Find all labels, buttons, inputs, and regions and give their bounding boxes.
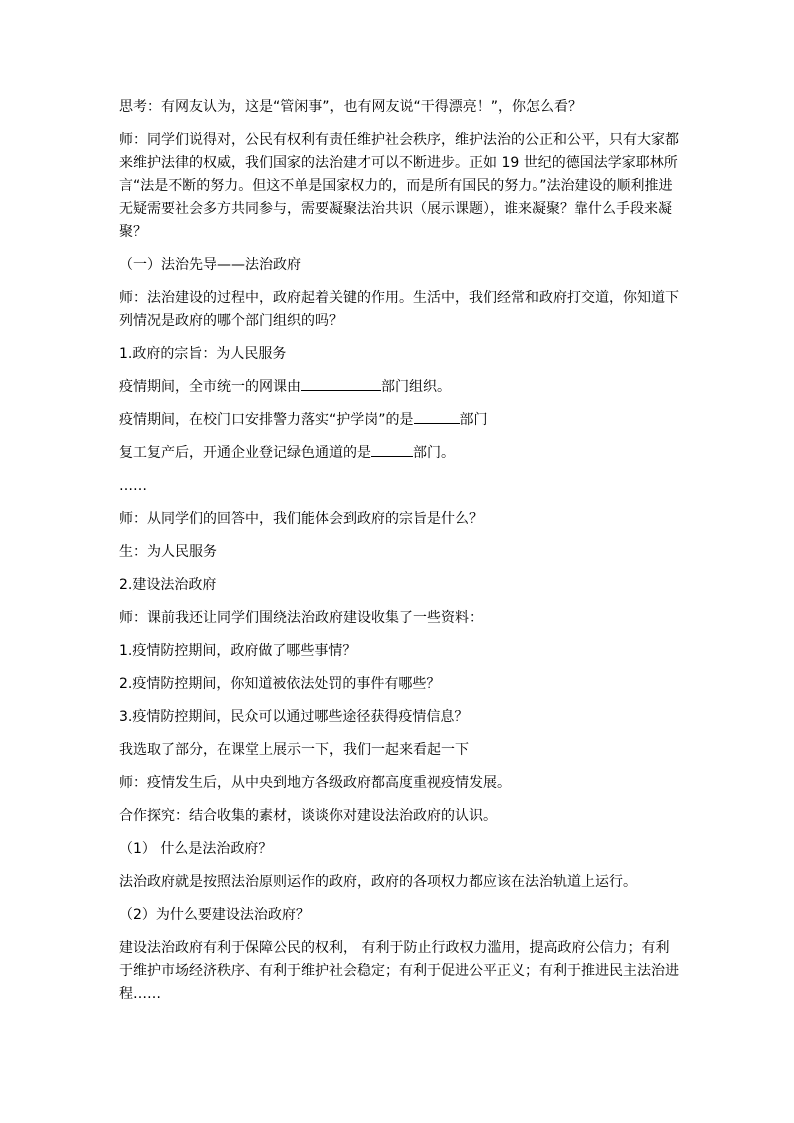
question-3: 3.疫情防控期间，民众可以通过哪些途径获得疫情信息？ (119, 709, 469, 725)
student-answer: 生：为人民服务 (119, 544, 217, 560)
think-question: 思考：有网友认为，这是“管闲事”，也有网友说“干得漂亮！”，你怎么看？ (119, 99, 583, 115)
cooperative-inquiry: 合作探究：结合收集的素材，谈谈你对建设法治政府的认识。 (119, 808, 497, 824)
sub-question-1: （1） 什么是法治政府？ (119, 841, 273, 857)
teacher-materials: 师：课前我还让同学们围绕法治政府建设收集了一些资料： (119, 610, 483, 626)
fill-blank-business-registration (371, 442, 413, 457)
sub-question-2: （2）为什么要建设法治政府？ (119, 907, 310, 923)
question-1: 1.疫情防控期间，政府做了哪些事情？ (119, 643, 357, 659)
definition: 法治政府就是按照法治原则运作的政府，政府的各项权力都应该在法治轨道上运行。 (119, 874, 637, 890)
document-page (119, 96, 681, 1016)
item-1-purpose: 1.政府的宗旨：为人民服务 (119, 346, 287, 362)
fill-business-registration-after: 部门。 (413, 445, 455, 461)
reasons: 建设法治政府有利于保障公民的权利， 有利于防止行政权力滥用，提高政府公信力；有利于维护市场经济秩序、有利于维护社会稳定；有利于促进公平正义；有利于推进民主法治进程…… (119, 940, 679, 1002)
fill-online-class-after: 部门组织。 (381, 379, 451, 395)
select-show: 我选取了部分，在课堂上展示一下，我们一起来看起一下 (119, 742, 469, 758)
fill-online-class (119, 376, 681, 399)
fill-business-registration (119, 442, 681, 465)
section-one-heading: （一）法治先导——法治政府 (119, 257, 301, 273)
teacher-purpose-question: 师：从同学们的回答中，我们能体会到政府的宗旨是什么？ (119, 511, 483, 527)
fill-blank-online-class (301, 376, 381, 391)
fill-business-registration-before: 复工复产后，开通企业登记绿色通道的是 (119, 445, 371, 461)
fill-school-guard (119, 409, 681, 432)
fill-blank-school-guard (414, 409, 460, 424)
teacher-government-role-paragraph: 师：法治建设的过程中，政府起着关键的作用。生活中，我们经常和政府打交道，你知道下列情况是政府的哪个部门组织的吗？ (119, 290, 679, 329)
teacher-epidemic: 师：疫情发生后，从中央到地方各级政府都高度重视疫情发展。 (119, 775, 511, 791)
teacher-rule-of-law-paragraph: 师：同学们说得对，公民有权利有责任维护社会秩序，维护法治的公正和公平，只有大家都来维护法律的权威，我们国家的法治建才可以不断进步。正如 19 世纪的德国法学家耶林所言“法是不断的努力。但这不单是国家权力的，而是所有国民的努力。”法治建设的顺利推进无疑需要社会多方共同参与，需要凝聚法治共识（展示课题），谁来凝聚？靠什么手段来凝聚？ (119, 132, 679, 240)
fill-school-guard-before: 疫情期间，在校门口安排警力落实“护学岗”的是 (119, 412, 414, 428)
item-2-build: 2.建设法治政府 (119, 577, 217, 593)
fill-school-guard-after: 部门 (459, 412, 488, 428)
question-2: 2.疫情防控期间，你知道被依法处罚的事件有哪些？ (119, 676, 441, 692)
ellipsis: …… (119, 478, 147, 494)
fill-online-class-before: 疫情期间，全市统一的网课由 (119, 379, 301, 395)
